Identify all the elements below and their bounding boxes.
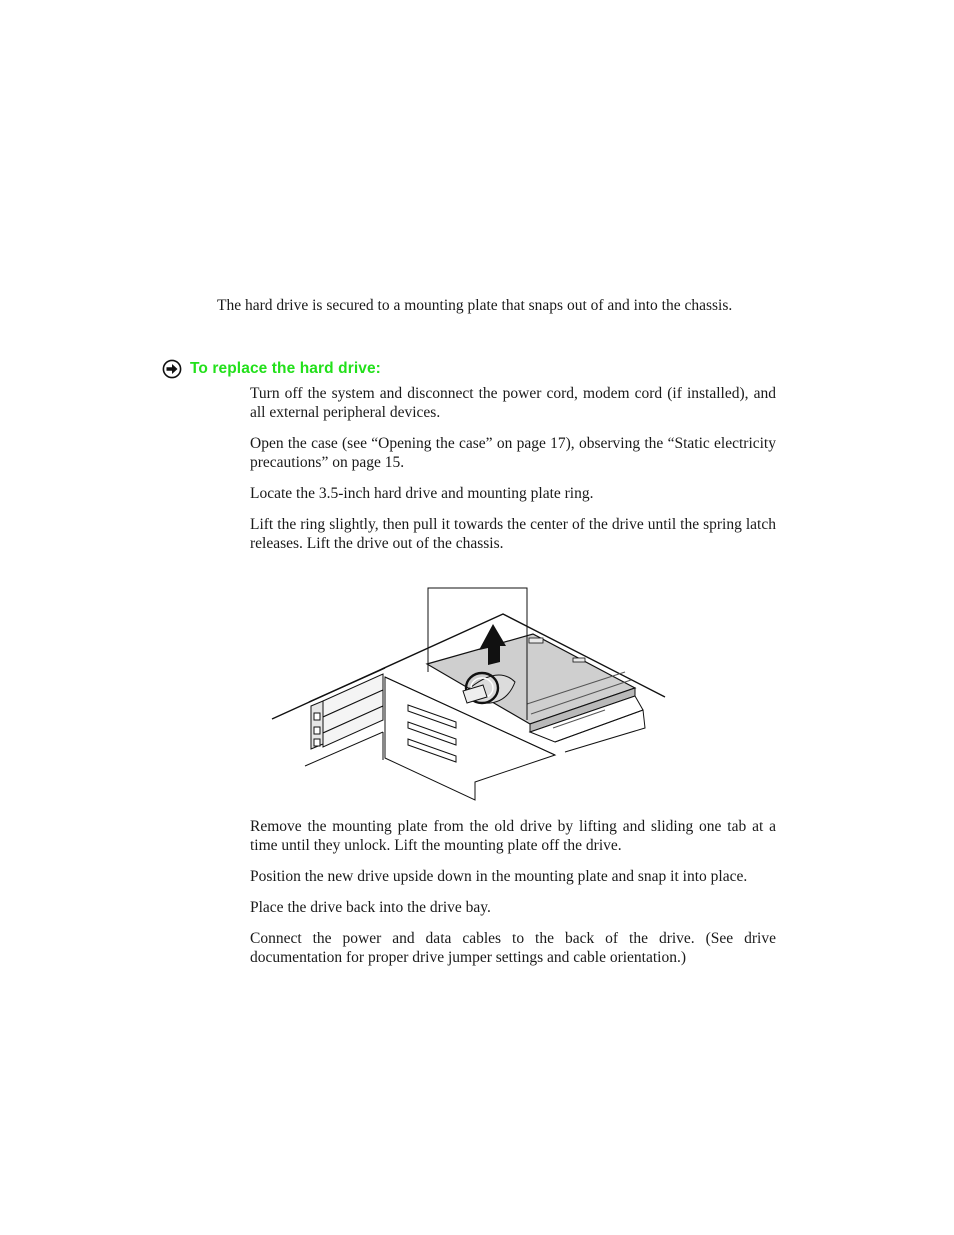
intro-paragraph: The hard drive is secured to a mounting plate that snaps out of and into the chassis.: [217, 297, 733, 314]
step-7: Place the drive back into the drive bay.: [250, 899, 491, 916]
procedure-heading: [162, 359, 381, 379]
step-4: Lift the ring slightly, then pull it towards the center of the drive until the spring latch releases. Lift the drive out of the chassis.: [250, 516, 776, 552]
step-8: Connect the power and data cables to the back of the drive. (See drive documentation for proper drive jumper settings and cable orientation.): [250, 930, 776, 966]
step-1: Turn off the system and disconnect the power cord, modem cord (if installed), and all external peripheral devices.: [250, 385, 776, 421]
step-5: Remove the mounting plate from the old drive by lifting and sliding one tab at a time until they unlock. Lift the mounting plate off the drive.: [250, 818, 776, 854]
hard-drive-removal-illustration: [265, 582, 670, 804]
arrow-right-circle-icon: [162, 359, 182, 379]
step-2: Open the case (see “Opening the case” on page 17), observing the “Static electricity precautions” on page 15.: [250, 435, 776, 471]
step-3: Locate the 3.5-inch hard drive and mounting plate ring.: [250, 485, 594, 502]
steps-list-before-figure: [250, 384, 776, 565]
step-6: Position the new drive upside down in the mounting plate and snap it into place.: [250, 868, 748, 885]
procedure-title: To replace the hard drive:: [190, 360, 381, 377]
steps-list-after-figure: [250, 817, 776, 979]
